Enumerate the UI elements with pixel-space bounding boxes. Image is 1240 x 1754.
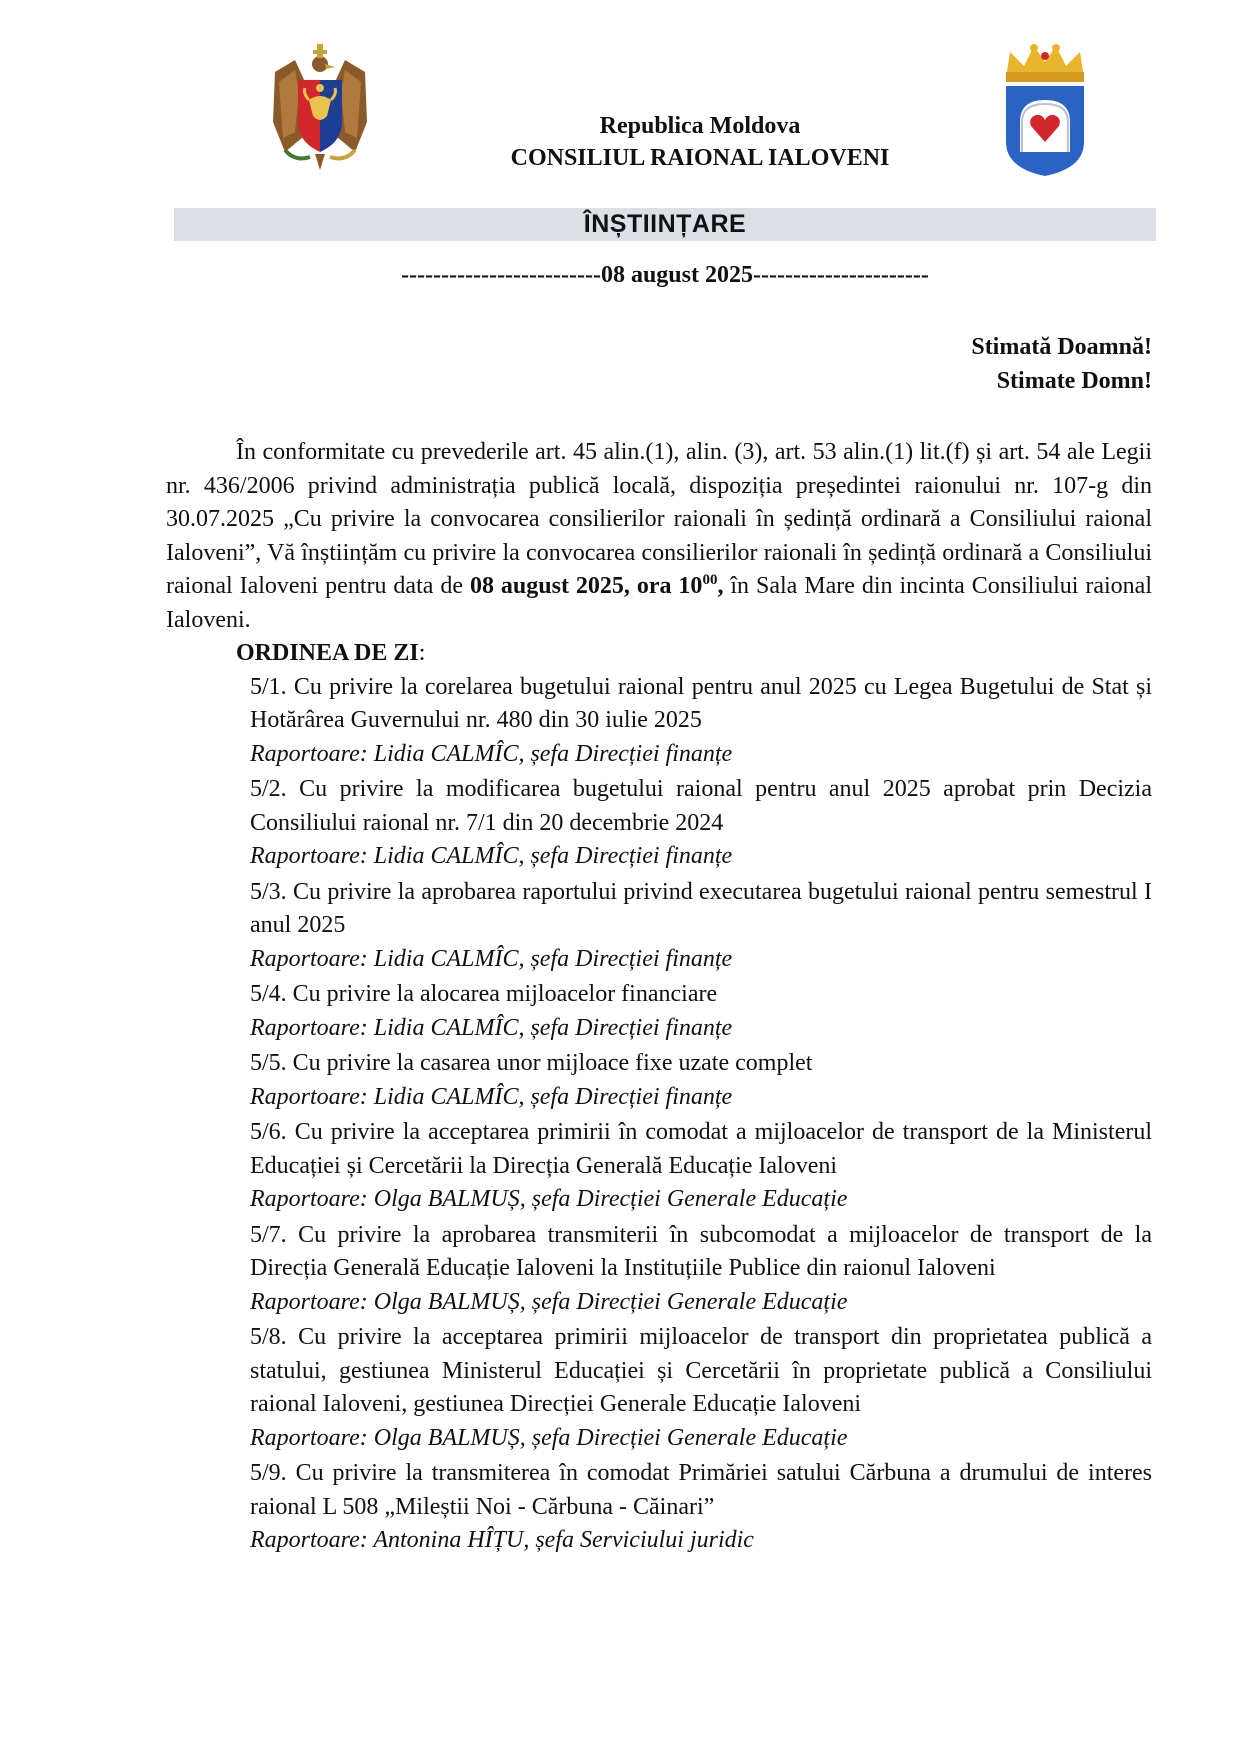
agenda-item: [250, 1219, 1152, 1320]
agenda-item-text: 5/4. Cu privire la alocarea mijloacelor financiare: [250, 981, 718, 1007]
ialoveni-coat-of-arms-icon: [1000, 42, 1090, 178]
document-title-bar: [174, 208, 1156, 241]
agenda-item-rapporteur: Raportoare: Lidia CALMÎC, șefa Direcției finanțe: [250, 945, 733, 972]
meeting-date: 08 august 2025, ora 10: [469, 573, 703, 599]
agenda-heading-colon: :: [418, 640, 426, 666]
moldova-coat-of-arms-icon: [265, 42, 375, 172]
agenda-item: [250, 978, 1152, 1045]
meeting-time-minutes: 00: [702, 572, 718, 588]
agenda-item-text: 5/8. Cu privire la acceptarea primirii mijloacelor de transport din proprietatea publică a statului, gestiunea Ministerul Educației și Cercetării în proprietate publică a Consiliului raional Ialoveni, gestiunea Direcției Generale Educație Ialoveni: [250, 1324, 1152, 1417]
header-council: CONSILIUL RAIONAL IALOVENI: [510, 145, 890, 171]
greeting-line-1: Stimată Doamnă!: [971, 334, 1152, 360]
intro-paragraph: [166, 436, 1152, 637]
intro-text-1: În conformitate cu prevederile art. 45 alin.(1), alin. (3), art. 53 alin.(1) lit.(f) și art. 54 ale Legii nr. 436/2006 privind administrația publică locală, dispoziția președintei raionului nr. 107-g din 30.07.2025 „Cu privire la convocarea consilierilor raionali în ședință ordinară a Consiliului raional Ialoveni”, Vă înștiințăm cu privire la convocarea consilierilor raionali în ședință ordinară a Consiliului raional Ialoveni pentru data de: [166, 439, 1152, 599]
agenda-item: [250, 671, 1152, 772]
agenda-item: [250, 876, 1152, 977]
agenda-item-rapporteur: Raportoare: Lidia CALMÎC, șefa Direcției finanțe: [250, 1083, 733, 1110]
agenda-list: [250, 671, 1152, 1558]
agenda-item: [250, 1457, 1152, 1558]
document-title: ÎNȘTIINȚARE: [583, 210, 747, 238]
header-country: Republica Moldova: [599, 113, 801, 139]
agenda-item-text: 5/6. Cu privire la acceptarea primirii în comodat a mijloacelor de transport de la Ministerul Educației și Cercetării la Direcția Generală Educație Ialoveni: [250, 1119, 1152, 1179]
meeting-date-comma: ,: [717, 573, 724, 599]
intro-text-2: în Sala Mare din incinta Consiliului raional Ialoveni.: [166, 573, 1153, 633]
agenda-item-rapporteur: Raportoare: Lidia CALMÎC, șefa Direcției finanțe: [250, 843, 733, 869]
greeting: [971, 330, 1152, 398]
agenda-item-rapporteur: Raportoare: Olga BALMUȘ, șefa Direcției Generale Educație: [250, 1424, 848, 1451]
agenda-item-text: 5/3. Cu privire la aprobarea raportului privind executarea bugetului raional pentru semestrul I anul 2025: [250, 878, 1152, 938]
agenda-item-text: 5/5. Cu privire la casarea unor mijloace fixe uzate complet: [250, 1050, 813, 1076]
agenda-item-text: 5/2. Cu privire la modificarea bugetului raional pentru anul 2025 aprobat prin Decizia Consiliului raional nr. 7/1 din 20 decembrie 2024: [250, 776, 1152, 836]
agenda-item: [250, 1047, 1152, 1114]
agenda-item: [250, 1116, 1152, 1217]
agenda-item-text: 5/1. Cu privire la corelarea bugetului raional pentru anul 2025 cu Legea Bugetului de Stat și Hotărârea Guvernului nr. 480 din 30 iulie 2025: [250, 673, 1152, 733]
document-body: [166, 436, 1152, 1560]
agenda-item-rapporteur: Raportoare: Olga BALMUȘ, șefa Direcției Generale Educație: [250, 1186, 848, 1212]
agenda-item: [250, 773, 1152, 874]
agenda-heading: [236, 637, 1152, 671]
agenda-item-text: 5/9. Cu privire la transmiterea în comodat Primăriei satului Cărbuna a drumului de interes raional L 508 „Mileștii Noi - Cărbuna - Căinari”: [250, 1460, 1152, 1520]
agenda-item-text: 5/7. Cu privire la aprobarea transmiterii în subcomodat a mijloacelor de transport de la Direcția Generală Educație Ialoveni la Instituțiile Publice din raionul Ialoveni: [250, 1221, 1152, 1281]
greeting-line-2: Stimate Domn!: [996, 368, 1152, 394]
agenda-item-rapporteur: Raportoare: Olga BALMUȘ, șefa Direcției Generale Educație: [250, 1288, 848, 1315]
agenda-heading-text: ORDINEA DE ZI: [236, 640, 419, 666]
agenda-item-rapporteur: Raportoare: Antonina HÎȚU, șefa Serviciului juridic: [250, 1527, 754, 1553]
agenda-item: [250, 1321, 1152, 1455]
date-line: -------------------------08 august 2025----------------------: [401, 262, 929, 288]
header-title: [420, 110, 980, 174]
agenda-item-rapporteur: Raportoare: Lidia CALMÎC, șefa Direcției finanțe: [250, 740, 733, 767]
agenda-item-rapporteur: Raportoare: Lidia CALMÎC, șefa Direcției finanțe: [250, 1014, 733, 1041]
